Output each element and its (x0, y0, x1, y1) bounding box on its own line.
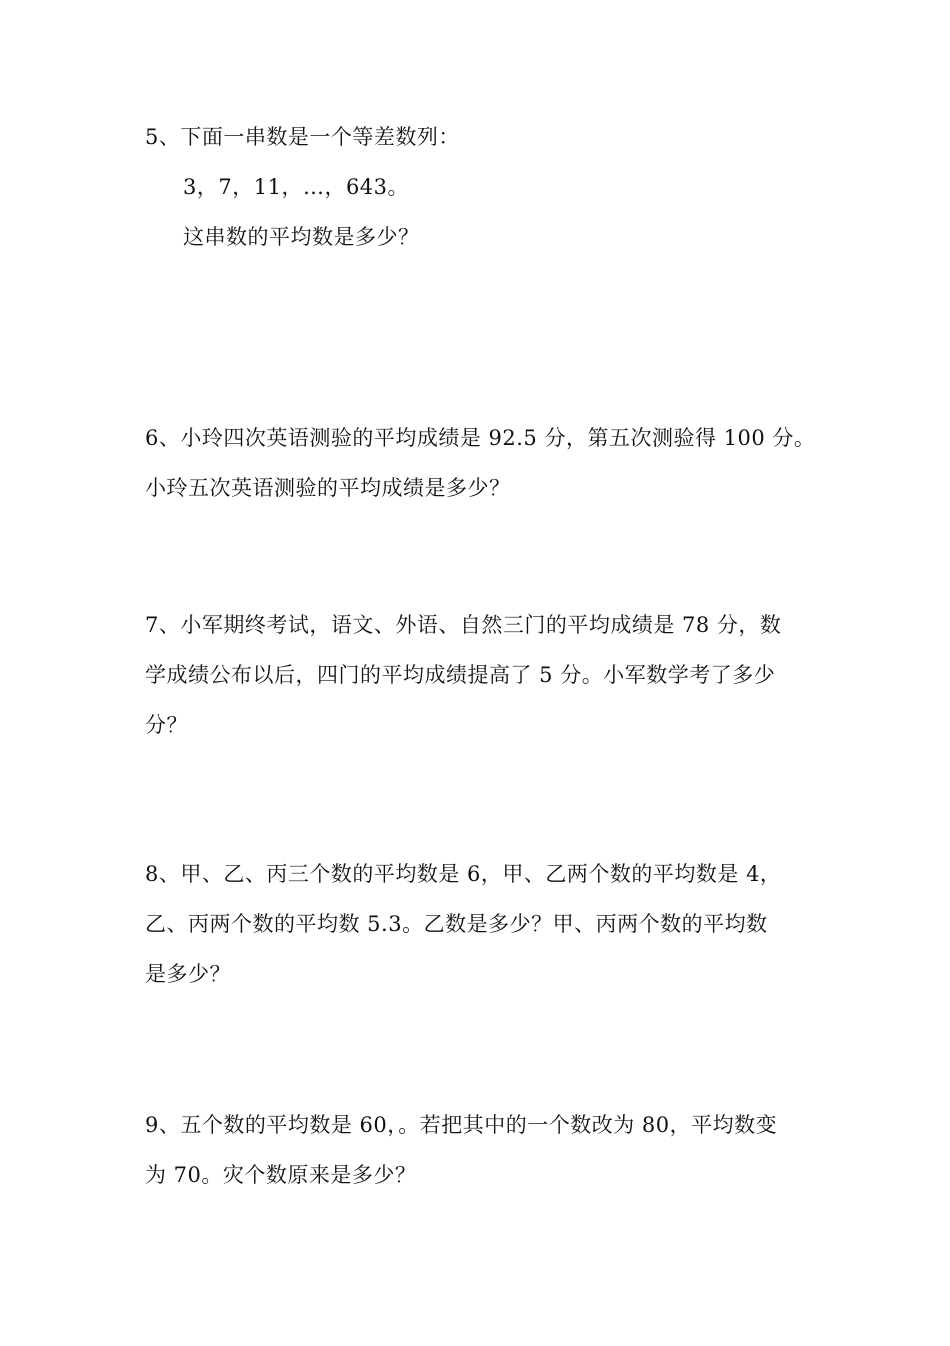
question-9-line-1: 9、五个数的平均数是 60，。若把其中的一个数改为 80，平均数变 (145, 1113, 778, 1137)
question-5-line-3: 这串数的平均数是多少？ (183, 225, 420, 249)
question-7-line-1: 7、小军期终考试，语文、外语、自然三门的平均成绩是 78 分，数 (145, 613, 782, 637)
question-8-line-3: 是多少？ (145, 962, 231, 986)
question-5-line-2: 3，7，11，…，643。 (183, 175, 410, 199)
question-8-line-1: 8、甲、乙、丙三个数的平均数是 6，甲、乙两个数的平均数是 4， (145, 862, 782, 886)
question-6-line-1: 6、小玲四次英语测验的平均成绩是 92.5 分，第五次测验得 100 分。 (145, 426, 816, 450)
question-5-line-1: 5、下面一串数是一个等差数列： (145, 125, 460, 149)
question-6-line-2: 小玲五次英语测验的平均成绩是多少？ (145, 476, 511, 500)
question-9-line-2: 为 70。灾个数原来是多少？ (145, 1163, 417, 1187)
question-7-line-2: 学成绩公布以后，四门的平均成绩提高了 5 分。小军数学考了多少 (145, 663, 776, 687)
question-7-line-3: 分？ (145, 713, 188, 737)
question-8-line-2: 乙、丙两个数的平均数 5.3。乙数是多少？甲、丙两个数的平均数 (145, 912, 768, 936)
